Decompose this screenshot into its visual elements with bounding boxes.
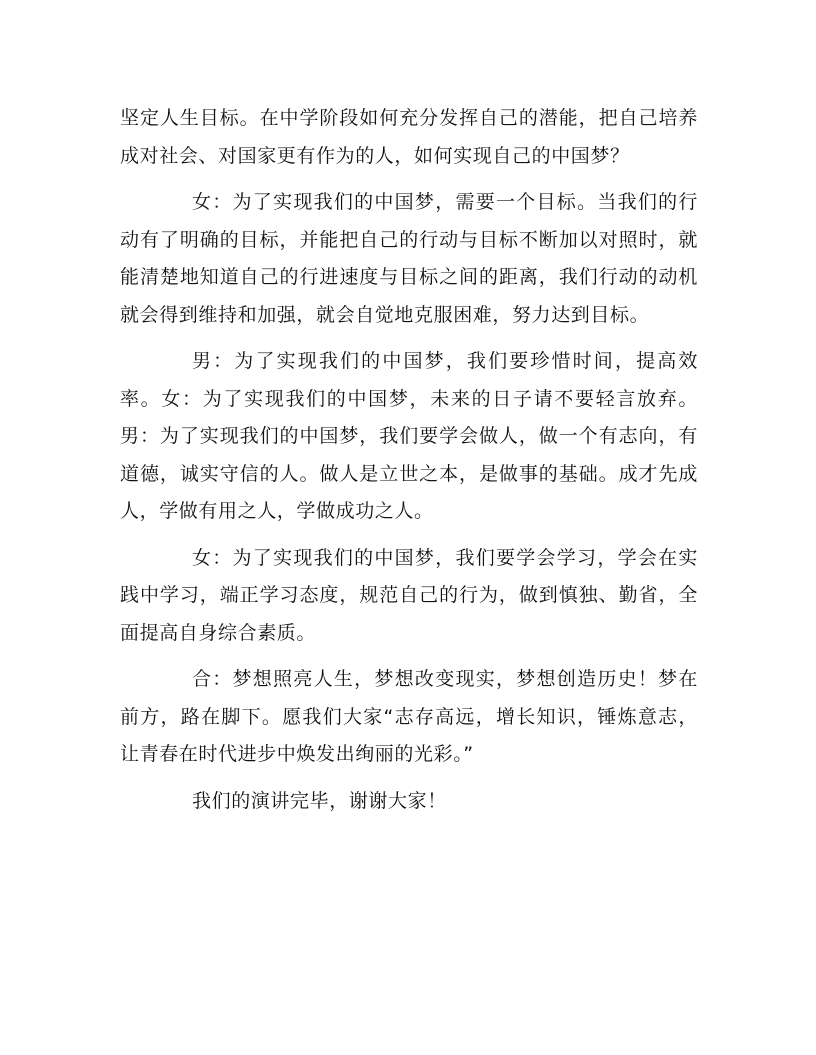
paragraph-5: 合：梦想照亮人生，梦想改变现实，梦想创造历史！梦在前方，路在脚下。愿我们大家“志存高远，增长知识，锤炼意志，让青春在时代进步中焕发出绚丽的光彩。” <box>120 668 698 765</box>
paragraph-1: 坚定人生目标。在中学阶段如何充分发挥自己的潜能，把自己培养成对社会、对国家更有作为的人，如何实现自己的中国梦？ <box>120 107 698 167</box>
paragraph-4: 女：为了实现我们的中国梦，我们要学会学习，学会在实践中学习，端正学习态度，规范自己的行为，做到慎独、勤省，全面提高自身综合素质。 <box>120 546 698 644</box>
paragraph-6: 我们的演讲完毕，谢谢大家！ <box>192 789 447 812</box>
paragraph-3: 男：为了实现我们的中国梦，我们要珍惜时间，提高效率。女：为了实现我们的中国梦，未来的日子请不要轻言放弃。男：为了实现我们的中国梦，我们要学会做人，做一个有志向，有道德，诚实守信的人。做人是立世之本，是做事的基础。成才先成人，学做有用之人，学做成功之人。 <box>120 350 698 522</box>
document-body <box>120 100 698 829</box>
paragraph-2: 女：为了实现我们的中国梦，需要一个目标。当我们的行动有了明确的目标，并能把自己的行动与目标不断加以对照时，就能清楚地知道自己的行进速度与目标之间的距离，我们行动的动机就会得到维持和加强，就会自觉地克服困难，努力达到目标。 <box>120 191 698 326</box>
